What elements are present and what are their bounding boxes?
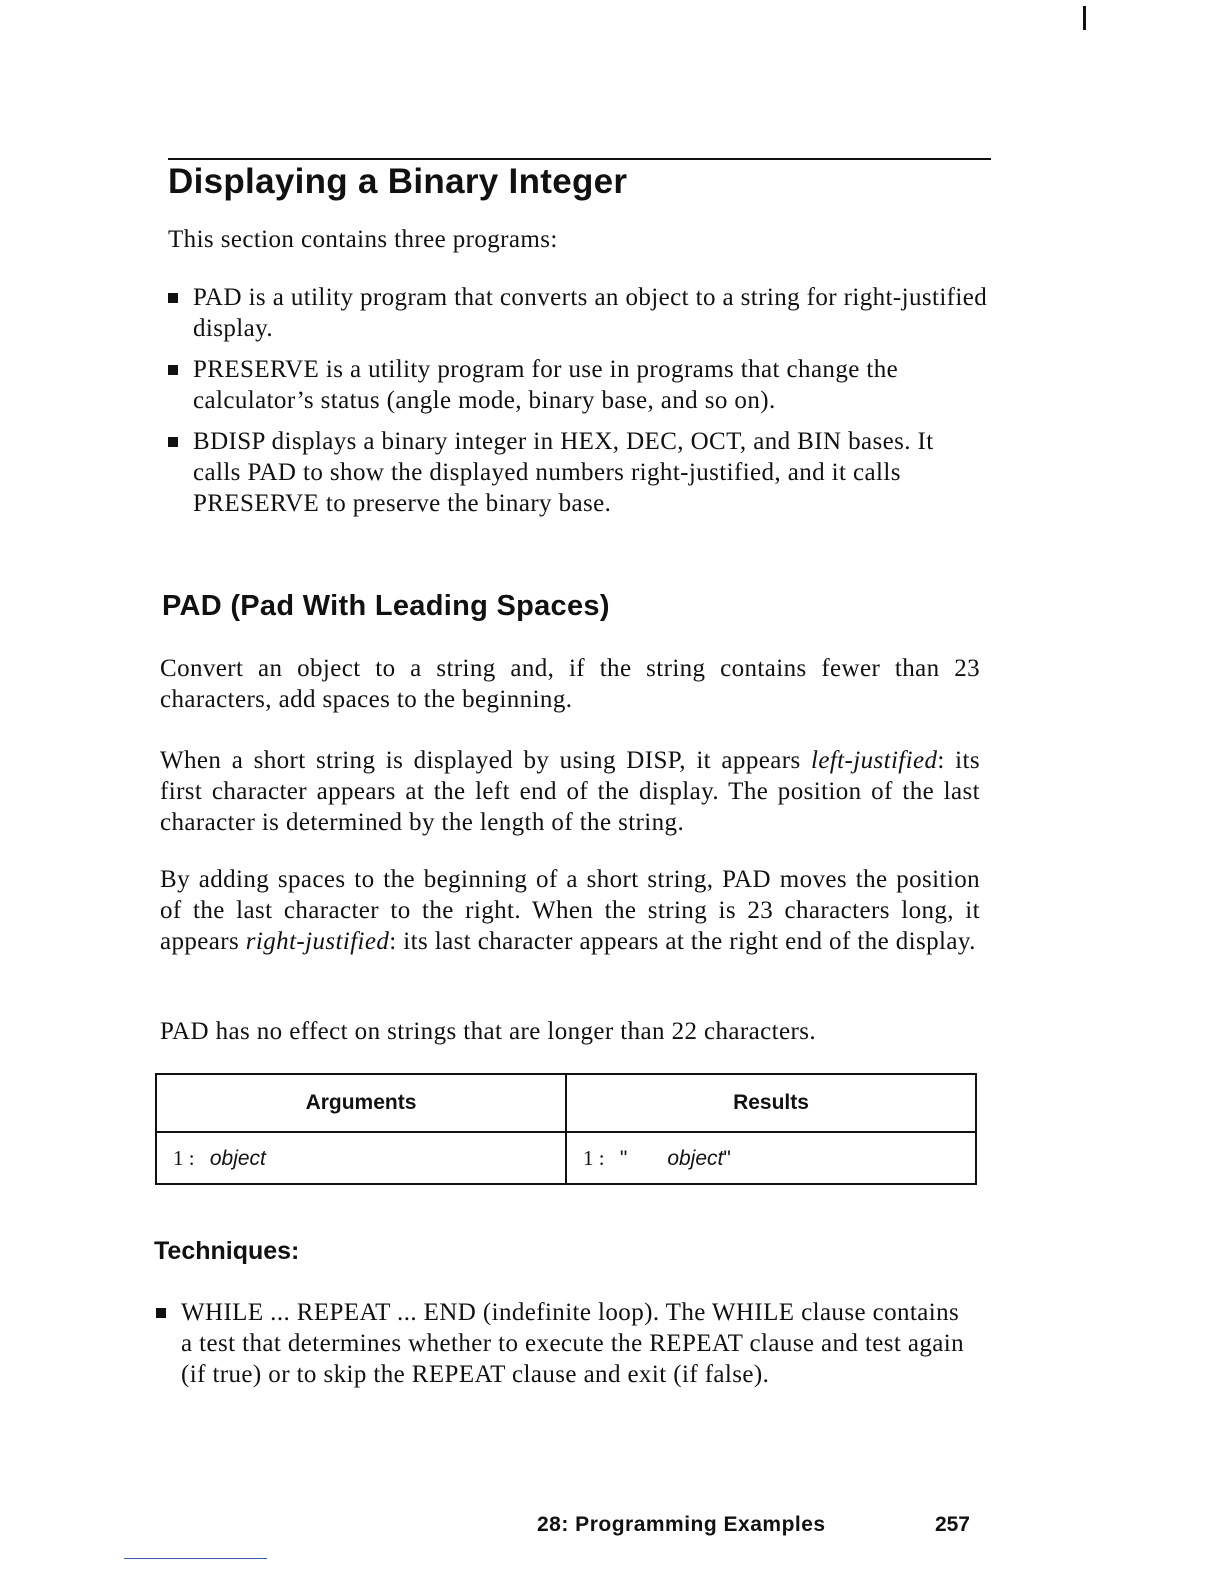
bullet-icon xyxy=(168,365,178,375)
pad-paragraph-4: PAD has no effect on strings that are longer than 22 characters. xyxy=(160,1018,816,1045)
list-item: BDISP displays a binary integer in HEX, DEC, OCT, and BIN bases. It calls PAD to show the displayed numbers right-justified, and it calls PRESERVE to preserve the binary base. xyxy=(162,426,988,519)
table-row xyxy=(156,1132,976,1184)
top-rule xyxy=(168,158,991,160)
list-item: PRESERVE is a utility program for use in programs that change the calculator’s status (angle mode, binary base, and so on). xyxy=(162,354,988,416)
argument-value: object xyxy=(209,1146,266,1170)
bullet-icon xyxy=(168,437,178,447)
stack-level: 1 xyxy=(173,1145,184,1170)
pad-title: PAD (Pad With Leading Spaces) xyxy=(162,590,610,622)
page-number: 257 xyxy=(934,1513,970,1536)
program-list xyxy=(162,282,988,529)
techniques-heading: Techniques: xyxy=(154,1237,300,1265)
arguments-results-table xyxy=(155,1073,977,1185)
pad-paragraph-1: Convert an object to a string and, if the string contains fewer than 23 characters, add spaces to the beginning. xyxy=(160,655,980,713)
bottom-rule xyxy=(124,1558,267,1559)
results-header: Results xyxy=(566,1074,976,1132)
bullet-icon xyxy=(168,293,178,303)
stack-colon: : xyxy=(188,1145,195,1170)
argument-cell xyxy=(156,1132,566,1184)
list-item: WHILE ... REPEAT ... END (indefinite loop). The WHILE clause contains a test that determines whether to execute the REPEAT clause and test again (if true) or to skip the REPEAT clause and exit (if false). xyxy=(150,1297,974,1390)
section-intro: This section contains three programs: xyxy=(168,226,558,253)
result-quote-close: " xyxy=(723,1146,731,1170)
result-cell xyxy=(566,1132,976,1184)
pad-paragraph-2: When a short string is displayed by using DISP, it appears left-justified: its first character appears at the left end of the display. The position of the last character is determined by the length of the string. xyxy=(160,747,980,836)
section-title: Displaying a Binary Integer xyxy=(168,162,628,201)
result-quote-open: " xyxy=(619,1146,628,1170)
list-item: PAD is a utility program that converts an object to a string for right-justified display. xyxy=(162,282,988,344)
arguments-header: Arguments xyxy=(156,1074,566,1132)
stack-level: 1 xyxy=(583,1145,594,1170)
footer-chapter: 28: Programming Examples xyxy=(537,1513,826,1536)
stack-colon: : xyxy=(598,1145,605,1170)
techniques-list xyxy=(150,1297,974,1390)
corner-mark xyxy=(1083,6,1086,30)
pad-paragraph-3: By adding spaces to the beginning of a short string, PAD moves the position of the last character to the right. When the string is 23 characters long, it appears right-justified: its last character appears at the right end of the display. xyxy=(160,866,980,955)
bullet-icon xyxy=(156,1308,166,1318)
result-value: object xyxy=(667,1146,724,1170)
table-header-row xyxy=(156,1074,976,1132)
